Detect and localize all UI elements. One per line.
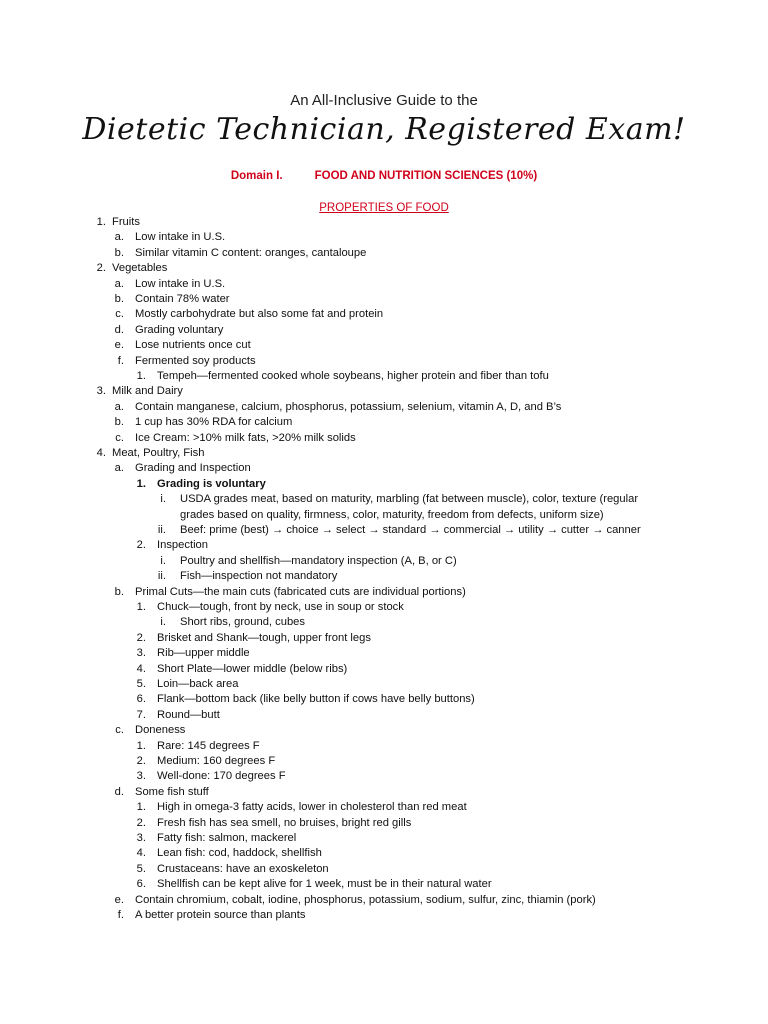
outline-text: Beef: prime (best) → choice → select → standard → commercial → utility → cutter → canner (180, 524, 641, 536)
outline-marker: 6. (136, 878, 146, 891)
outline-text: Rare: 145 degrees F (157, 739, 260, 752)
outline-marker: 2. (136, 631, 146, 644)
outline-marker: 3. (136, 647, 146, 660)
outline-text: Vegetables (112, 262, 168, 275)
outline-marker: 1. (136, 601, 146, 613)
outline-marker: 3. (96, 385, 106, 398)
outline-text: Low intake in U.S. (135, 231, 226, 244)
document-subtitle: An All-Inclusive Guide to the (290, 92, 478, 109)
outline-marker: 1. (136, 739, 146, 752)
outline-text: Similar vitamin C content: oranges, cantaloupe (135, 246, 367, 259)
outline-text: Loin—back area (157, 678, 239, 690)
outline-marker: a. (114, 277, 124, 290)
domain-heading (0, 170, 768, 182)
outline-marker: a. (114, 462, 124, 475)
outline-text: grades based on quality, firmness, color, maturity, freedom from defects, uniform size) (180, 508, 604, 521)
outline-marker: 3. (136, 832, 146, 844)
outline-marker: c. (115, 308, 124, 321)
outline-text: Contain manganese, calcium, phosphorus, potassium, selenium, vitamin A, D, and B’s (135, 400, 562, 413)
outline-marker: i. (160, 616, 166, 629)
outline-text: Ice Cream: >10% milk fats, >20% milk solids (135, 431, 356, 444)
outline-marker: 2. (136, 539, 146, 552)
outline-text: Short Plate—lower middle (below ribs) (157, 662, 348, 675)
outline-marker: 2. (136, 816, 146, 829)
outline-marker: i. (160, 554, 166, 567)
outline-text: Poultry and shellfish—mandatory inspection (A, B, or C) (180, 554, 457, 567)
outline-text: USDA grades meat, based on maturity, marbling (fat between muscle), color, texture (regular (180, 493, 639, 506)
outline-text: Milk and Dairy (112, 385, 183, 398)
outline-text: Contain chromium, cobalt, iodine, phosphorus, potassium, sodium, sulfur, zinc, thiamin (pork) (135, 893, 596, 906)
outline-text: Tempeh—fermented cooked whole soybeans, higher protein and fiber than tofu (157, 370, 549, 382)
outline-text: A better protein source than plants (135, 909, 306, 921)
outline-marker: 1. (136, 370, 146, 382)
outline-text: Rib—upper middle (157, 647, 250, 660)
outline-text: Grading is voluntary (157, 477, 266, 490)
domain-label: Domain I. (230, 170, 283, 182)
outline-text: Lean fish: cod, haddock, shellfish (157, 847, 322, 860)
outline-marker: i. (160, 493, 166, 506)
outline-marker: e. (114, 893, 124, 906)
outline-text: Meat, Poultry, Fish (112, 447, 205, 459)
outline-text: Doneness (135, 724, 186, 737)
outline-marker: 5. (136, 862, 146, 875)
outline-marker: 2. (96, 262, 106, 275)
outline-marker: 1. (136, 801, 146, 814)
outline-text: Contain 78% water (135, 293, 230, 305)
outline-marker: c. (115, 431, 124, 444)
outline-text: Grading voluntary (135, 323, 224, 336)
outline-text: Low intake in U.S. (135, 277, 226, 290)
outline-marker: b. (114, 293, 124, 305)
outline-marker: c. (115, 724, 124, 737)
outline-text: Shellfish can be kept alive for 1 week, must be in their natural water (157, 878, 492, 891)
outline-marker: a. (114, 231, 124, 244)
outline-marker: d. (114, 785, 124, 798)
outline-marker: 4. (136, 847, 146, 860)
outline-text: Fish—inspection not mandatory (180, 570, 338, 583)
outline-marker: 1. (136, 477, 146, 490)
outline-text: Short ribs, ground, cubes (180, 616, 305, 629)
outline-marker: ii. (157, 524, 166, 536)
outline-text: Chuck—tough, front by neck, use in soup or stock (157, 601, 404, 613)
outline-marker: 7. (136, 708, 146, 721)
outline-marker: 3. (136, 770, 146, 783)
outline-text: Fruits (112, 216, 140, 228)
outline-marker: 4. (136, 662, 146, 675)
outline-text: Mostly carbohydrate but also some fat and protein (135, 308, 384, 321)
outline-marker: b. (114, 585, 124, 598)
section-title: PROPERTIES OF FOOD (319, 202, 449, 214)
outline-marker: 6. (136, 693, 146, 706)
outline-text: Medium: 160 degrees F (157, 755, 276, 767)
outline-text: Some fish stuff (135, 785, 209, 798)
outline-marker: 1. (96, 216, 106, 228)
outline-marker: f. (117, 354, 124, 367)
outline-marker: 4. (96, 447, 106, 459)
outline-text: High in omega-3 fatty acids, lower in cholesterol than red meat (157, 801, 467, 814)
outline-marker: 2. (136, 755, 146, 767)
document-title: Dietetic Technician, Registered Exam! (82, 112, 686, 147)
outline-text: Round—butt (157, 708, 220, 721)
outline-text: Crustaceans: have an exoskeleton (157, 862, 329, 875)
outline-text: Well-done: 170 degrees F (157, 770, 286, 783)
outline-marker: a. (114, 400, 124, 413)
outline-text: Grading and Inspection (135, 462, 251, 475)
outline-text: Brisket and Shank—tough, upper front legs (157, 631, 371, 644)
outline-marker: 5. (136, 678, 146, 690)
outline-text: Fermented soy products (135, 354, 256, 367)
outline-text: Lose nutrients once cut (135, 339, 251, 352)
outline-marker: e. (114, 339, 124, 352)
outline-marker: ii. (157, 570, 166, 583)
outline-text: Primal Cuts—the main cuts (fabricated cuts are individual portions) (135, 585, 466, 598)
domain-title: FOOD AND NUTRITION SCIENCES (10%) (314, 170, 538, 182)
outline-text: 1 cup has 30% RDA for calcium (135, 416, 293, 429)
outline-text: Fresh fish has sea smell, no bruises, bright red gills (157, 816, 412, 829)
outline-text: Flank—bottom back (like belly button if cows have belly buttons) (157, 693, 475, 706)
outline-marker: b. (114, 416, 124, 429)
outline-text: Fatty fish: salmon, mackerel (157, 832, 297, 844)
outline-marker: b. (114, 246, 124, 259)
outline-marker: f. (117, 909, 124, 921)
outline-text: Inspection (157, 539, 208, 552)
outline-marker: d. (114, 323, 124, 336)
